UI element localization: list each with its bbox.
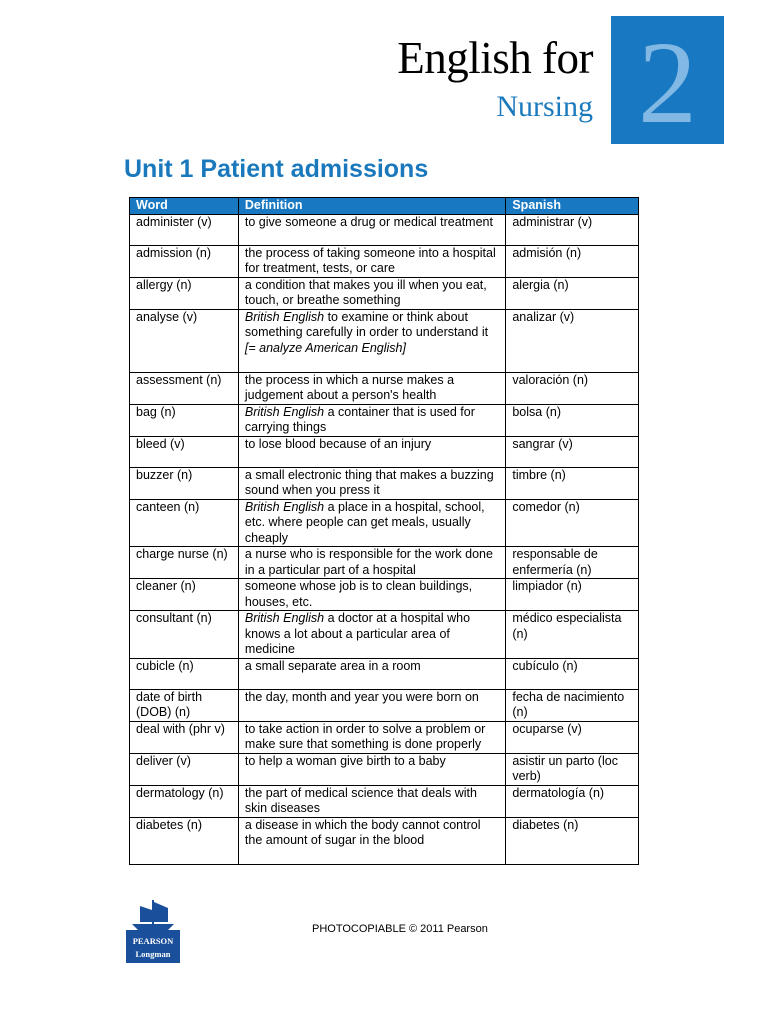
definition-cell bbox=[238, 309, 505, 372]
table-row bbox=[130, 372, 639, 404]
word-cell: deal with (phr v) bbox=[130, 721, 239, 753]
header-definition: Definition bbox=[238, 198, 505, 215]
word-cell: cleaner (n) bbox=[130, 579, 239, 611]
definition-text: a nurse who is responsible for the work done in a particular part of a hospital bbox=[244, 547, 493, 577]
table-row bbox=[130, 817, 639, 864]
spanish-cell: sangrar (v) bbox=[506, 436, 639, 467]
vocabulary-table bbox=[129, 197, 639, 865]
definition-text: to lose blood because of an injury bbox=[244, 436, 432, 451]
table-row bbox=[130, 404, 639, 436]
word-cell: bag (n) bbox=[130, 404, 239, 436]
definition-text: a condition that makes you ill when you eat, touch, or breathe something bbox=[244, 277, 487, 307]
word-cell: bleed (v) bbox=[130, 436, 239, 467]
logo-text-longman: Longman bbox=[135, 949, 171, 959]
word-cell: allergy (n) bbox=[130, 277, 239, 309]
definition-register-label: British English bbox=[244, 611, 325, 625]
spanish-cell: ocuparse (v) bbox=[506, 721, 639, 753]
definition-register-label: British English bbox=[244, 309, 325, 324]
definition-cell bbox=[238, 689, 505, 721]
table-row bbox=[130, 309, 639, 372]
logo-text-pearson: PEARSON bbox=[132, 936, 174, 946]
spanish-cell: fecha de nacimiento (n) bbox=[506, 689, 639, 721]
table-row bbox=[130, 579, 639, 611]
brand-subtitle: Nursing bbox=[496, 90, 593, 123]
definition-text: a container that is used for carrying things bbox=[244, 404, 475, 434]
spanish-cell: admisión (n) bbox=[506, 245, 639, 277]
table-row bbox=[130, 214, 639, 245]
level-badge bbox=[611, 16, 724, 148]
unit-title: Unit 1 Patient admissions bbox=[124, 155, 429, 183]
table-row bbox=[130, 245, 639, 277]
definition-text: a disease in which the body cannot control the amount of sugar in the blood bbox=[244, 817, 481, 847]
word-cell: analyse (v) bbox=[130, 309, 239, 372]
word-cell: canteen (n) bbox=[130, 499, 239, 547]
table-row bbox=[130, 547, 639, 579]
table-row bbox=[130, 689, 639, 721]
definition-text: a small separate area in a room bbox=[244, 658, 421, 673]
definition-cell bbox=[238, 785, 505, 817]
table-row bbox=[130, 611, 639, 659]
header-word: Word bbox=[130, 198, 239, 215]
table-body bbox=[130, 214, 639, 864]
spanish-cell: diabetes (n) bbox=[506, 817, 639, 864]
definition-cell bbox=[238, 753, 505, 785]
level-number: 2 bbox=[638, 17, 697, 148]
table-row bbox=[130, 753, 639, 785]
definition-text: a doctor at a hospital who knows a lot about a particular area of medicine bbox=[244, 611, 471, 656]
table-row bbox=[130, 658, 639, 689]
word-cell: administer (v) bbox=[130, 214, 239, 245]
definition-text: a place in a hospital, school, etc. where people can get meals, usually cheaply bbox=[244, 499, 485, 545]
table-row bbox=[130, 467, 639, 499]
spanish-cell: asistir un parto (loc verb) bbox=[506, 753, 639, 785]
definition-cell bbox=[238, 611, 505, 659]
table-row bbox=[130, 721, 639, 753]
definition-cell bbox=[238, 436, 505, 467]
header-spanish: Spanish bbox=[506, 198, 639, 215]
word-cell: dermatology (n) bbox=[130, 785, 239, 817]
word-cell: buzzer (n) bbox=[130, 467, 239, 499]
definition-text: the part of medical science that deals with skin diseases bbox=[244, 785, 477, 815]
word-cell: charge nurse (n) bbox=[130, 547, 239, 579]
spanish-cell: comedor (n) bbox=[506, 499, 639, 547]
definition-text: to take action in order to solve a problem or make sure that something is done properly bbox=[244, 721, 486, 751]
definition-cell bbox=[238, 658, 505, 689]
spanish-cell: valoración (n) bbox=[506, 372, 639, 404]
word-cell: cubicle (n) bbox=[130, 658, 239, 689]
definition-cell bbox=[238, 817, 505, 864]
definition-cell bbox=[238, 372, 505, 404]
brand-title: English for bbox=[397, 33, 593, 83]
definition-text: the process in which a nurse makes a judgement about a person's health bbox=[244, 372, 455, 402]
definition-cell bbox=[238, 214, 505, 245]
definition-text: a small electronic thing that makes a buzzing sound when you press it bbox=[244, 467, 494, 497]
word-cell: admission (n) bbox=[130, 245, 239, 277]
spanish-cell: dermatología (n) bbox=[506, 785, 639, 817]
word-cell: date of birth (DOB) (n) bbox=[130, 689, 239, 721]
definition-cell bbox=[238, 547, 505, 579]
word-cell: diabetes (n) bbox=[130, 817, 239, 864]
table-row bbox=[130, 436, 639, 467]
definition-cell bbox=[238, 499, 505, 547]
spanish-cell: bolsa (n) bbox=[506, 404, 639, 436]
spanish-cell: timbre (n) bbox=[506, 467, 639, 499]
definition-register-label: British English bbox=[244, 404, 325, 419]
spanish-cell: administrar (v) bbox=[506, 214, 639, 245]
spanish-cell: alergia (n) bbox=[506, 277, 639, 309]
table-header-row bbox=[130, 198, 639, 215]
definition-text: the process of taking someone into a hospital for treatment, tests, or care bbox=[244, 245, 496, 275]
word-cell: consultant (n) bbox=[130, 611, 239, 659]
definition-text: the day, month and year you were born on bbox=[244, 689, 479, 704]
definition-cell bbox=[238, 404, 505, 436]
definition-cell bbox=[238, 277, 505, 309]
definition-cell bbox=[238, 245, 505, 277]
word-cell: assessment (n) bbox=[130, 372, 239, 404]
table-row bbox=[130, 785, 639, 817]
copyright-footer: PHOTOCOPIABLE © 2011 Pearson bbox=[312, 923, 488, 935]
spanish-cell: cubículo (n) bbox=[506, 658, 639, 689]
definition-variant-note: [= analyze American English] bbox=[244, 340, 406, 355]
pearson-ship-icon bbox=[124, 900, 182, 964]
table-row bbox=[130, 277, 639, 309]
definition-text: someone whose job is to clean buildings, houses, etc. bbox=[244, 579, 473, 609]
definition-text: to help a woman give birth to a baby bbox=[244, 753, 446, 768]
definition-text: to give someone a drug or medical treatment bbox=[244, 214, 493, 229]
definition-cell bbox=[238, 579, 505, 611]
spanish-cell: responsable de enfermería (n) bbox=[506, 547, 639, 579]
definition-register-label: British English bbox=[244, 499, 325, 514]
definition-cell bbox=[238, 721, 505, 753]
spanish-cell: analizar (v) bbox=[506, 309, 639, 372]
definition-cell bbox=[238, 467, 505, 499]
word-cell: deliver (v) bbox=[130, 753, 239, 785]
definition-text: to examine or think about something carefully in order to understand it bbox=[244, 309, 489, 339]
table-row bbox=[130, 499, 639, 547]
spanish-cell: médico especialista (n) bbox=[506, 611, 639, 659]
spanish-cell: limpiador (n) bbox=[506, 579, 639, 611]
